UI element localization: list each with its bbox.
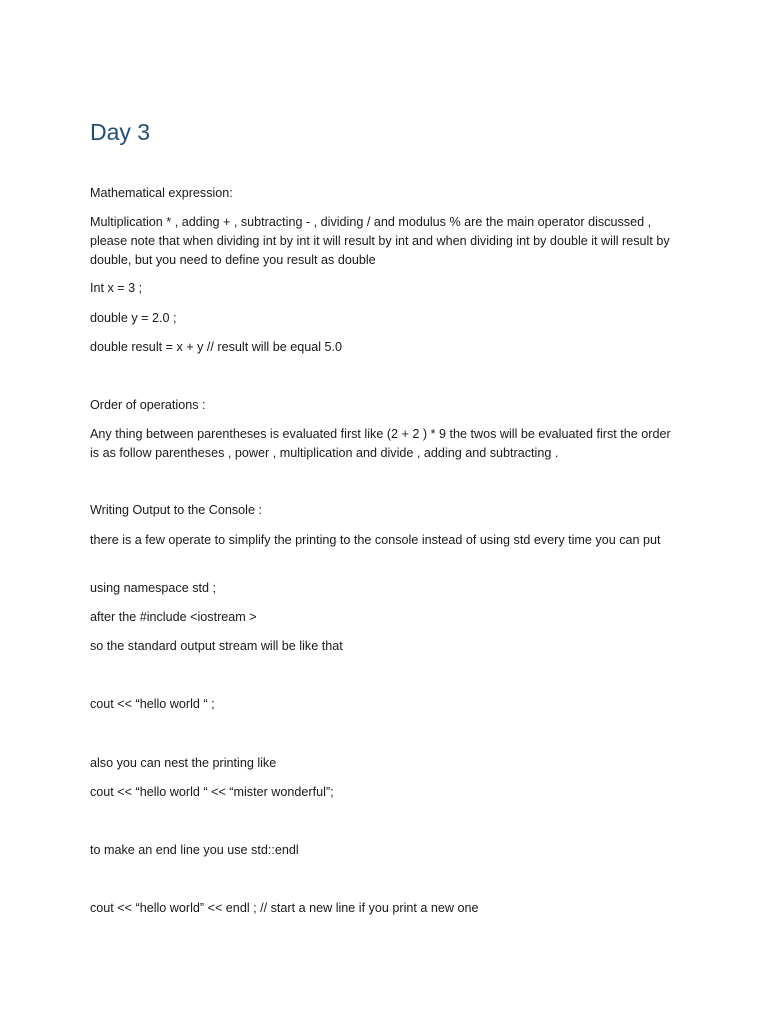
paragraph-after-include: after the #include <iostream >	[90, 610, 257, 624]
section-heading-math: Mathematical expression:	[90, 186, 233, 200]
section-heading-order: Order of operations :	[90, 398, 206, 412]
code-line-int-x: Int x = 3 ;	[90, 281, 143, 295]
code-line-cout-endl: cout << “hello world” << endl ; // start a new line if you print a new one	[90, 901, 479, 915]
paragraph-endl: to make an end line you use std::endl	[90, 843, 299, 857]
page-title: Day 3	[90, 119, 151, 145]
section-heading-output: Writing Output to the Console :	[90, 503, 262, 517]
code-line-using-namespace: using namespace std ;	[90, 581, 217, 595]
paragraph-nest-printing: also you can nest the printing like	[90, 756, 277, 770]
paragraph-operators: Multiplication * , adding + , subtracting - , dividing / and modulus % are the main operator discussed , please note that when dividing int by int it will result by int and when dividing int by double it will result by double, but you need to define you result as double	[90, 215, 670, 267]
code-line-double-y: double y = 2.0 ;	[90, 311, 177, 325]
code-line-cout-hello: cout << “hello world “ ;	[90, 697, 215, 711]
code-line-double-result: double result = x + y // result will be equal 5.0	[90, 340, 343, 354]
paragraph-simplify: there is a few operate to simplify the printing to the console instead of using std every time you can put	[90, 533, 661, 547]
paragraph-standard-output: so the standard output stream will be like that	[90, 639, 343, 653]
code-line-cout-nested: cout << “hello world “ << “mister wonderful”;	[90, 785, 334, 799]
paragraph-parentheses: Any thing between parentheses is evaluated first like (2 + 2 ) * 9 the twos will be evaluated first the order is as follow parentheses , power , multiplication and divide , adding and subtracting .	[90, 427, 671, 460]
